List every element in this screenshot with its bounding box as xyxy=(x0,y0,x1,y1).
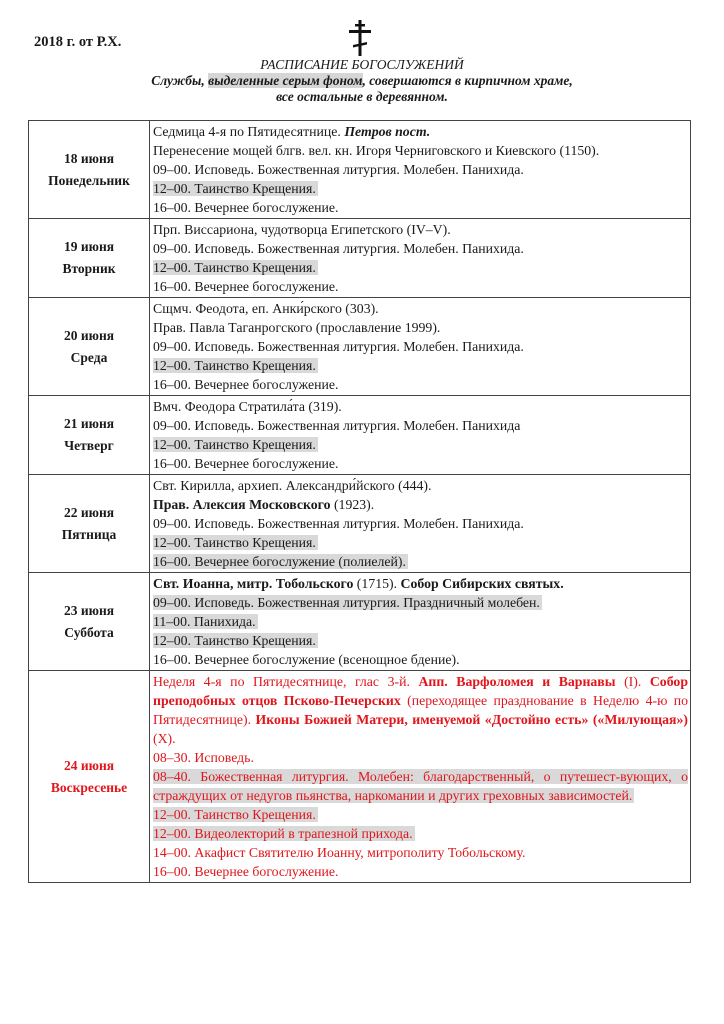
note-shaded-text: выделенные серым фоном xyxy=(208,73,363,88)
services-cell xyxy=(150,298,691,396)
services-cell xyxy=(150,121,691,219)
service-text: Свт. Иоанна, митр. Тобольского xyxy=(153,576,354,591)
service-text: 16–00. Вечернее богослужение (всенощное бдение). xyxy=(153,652,460,667)
day-weekday: Пятница xyxy=(61,526,117,542)
day-date: 20 июня xyxy=(63,327,115,343)
service-line xyxy=(153,318,688,337)
day-date: 23 июня xyxy=(63,602,115,618)
service-line xyxy=(153,748,688,767)
service-text-shaded: 12–00. Таинство Крещения. xyxy=(153,181,316,196)
day-weekday: Среда xyxy=(70,349,108,365)
service-text-shaded: 12–00. Таинство Крещения. xyxy=(153,535,316,550)
service-line xyxy=(153,593,688,612)
day-date: 24 июня xyxy=(63,757,115,773)
service-text: Иконы Божией Матери, именуемой «Достойно есть» («Милующая») xyxy=(255,712,688,727)
service-line xyxy=(153,179,688,198)
service-text-shaded: 12–00. Видеолекторий в трапезной прихода. xyxy=(153,826,413,841)
service-line xyxy=(153,650,688,669)
service-text: 16–00. Вечернее богослужение. xyxy=(153,279,339,294)
service-line xyxy=(153,141,688,160)
service-line xyxy=(153,862,688,881)
schedule-row xyxy=(29,219,691,298)
schedule-note xyxy=(0,73,724,89)
schedule-row xyxy=(29,396,691,475)
service-line xyxy=(153,672,688,748)
services-cell xyxy=(150,219,691,298)
day-cell xyxy=(29,475,150,573)
day-cell xyxy=(29,671,150,883)
service-text-shaded: 08–40. Божественная литургия. Молебен: благодарственный, о путешест-вующих, о страждущих от недугов пьянства, наркомании и других греховных зависимостей. xyxy=(153,769,688,803)
service-text: Петров пост. xyxy=(344,124,431,139)
service-line xyxy=(153,805,688,824)
schedule-note-line2: все остальные в деревянном. xyxy=(276,89,448,104)
day-cell xyxy=(29,121,150,219)
service-line xyxy=(153,160,688,179)
day-cell xyxy=(29,396,150,475)
service-text: 09–00. Исповедь. Божественная литургия. Молебен. Панихида. xyxy=(153,241,524,256)
schedule-title: РАСПИСАНИЕ БОГОСЛУЖЕНИЙ xyxy=(260,57,464,72)
schedule-row xyxy=(29,475,691,573)
day-weekday: Вторник xyxy=(62,261,116,276)
day-weekday: Суббота xyxy=(64,624,114,640)
service-text: 09–00. Исповедь. Божественная литургия. Молебен. Панихида. xyxy=(153,339,524,354)
service-line xyxy=(153,220,688,239)
service-line xyxy=(153,375,688,394)
service-line xyxy=(153,299,688,318)
service-line xyxy=(153,277,688,296)
service-line xyxy=(153,198,688,217)
service-text: 16–00. Вечернее богослужение. xyxy=(153,200,339,215)
service-text-shaded: 12–00. Таинство Крещения. xyxy=(153,633,316,648)
day-date: 22 июня xyxy=(63,504,115,520)
schedule-row xyxy=(29,298,691,396)
service-text: 08–30. Исповедь. xyxy=(153,750,254,765)
services-cell xyxy=(150,475,691,573)
service-text: (1715). xyxy=(353,576,401,591)
note-text: Службы, xyxy=(151,73,209,88)
schedule-header xyxy=(0,57,724,105)
service-text: Собор преподобных отцов Псково-Печерских xyxy=(153,674,688,708)
service-text: Сщмч. Феодота, еп. Анки́рского (303). xyxy=(153,301,379,316)
day-date: 21 июня xyxy=(63,416,115,431)
services-cell xyxy=(150,396,691,475)
service-text: Апп. Варфоломея и Варнавы xyxy=(418,674,616,689)
service-line xyxy=(153,495,688,514)
day-date: 18 июня xyxy=(63,150,115,166)
service-line xyxy=(153,476,688,495)
schedule-table xyxy=(28,120,691,883)
day-weekday: Воскресенье xyxy=(50,779,128,795)
service-text: Перенесение мощей блгв. вел. кн. Игоря Черниговского и Киевского (1150). xyxy=(153,143,600,158)
service-text: 16–00. Вечернее богослужение. xyxy=(153,864,339,879)
day-cell xyxy=(29,573,150,671)
service-text: 09–00. Исповедь. Божественная литургия. Молебен. Панихида. xyxy=(153,162,524,177)
service-line xyxy=(153,533,688,552)
service-text: Собор Сибирских святых. xyxy=(400,576,564,591)
service-text: Вмч. Феодора Стратила́та (319). xyxy=(153,399,342,414)
service-text: Прп. Виссариона, чудотворца Египетского (IV–V). xyxy=(153,222,451,237)
orthodox-cross-icon xyxy=(347,20,373,56)
service-line xyxy=(153,239,688,258)
service-text: 09–00. Исповедь. Божественная литургия. Молебен. Панихида. xyxy=(153,516,524,531)
service-line xyxy=(153,454,688,473)
service-text: Свт. Кирилла, архиеп. Александри́йского (444). xyxy=(153,478,432,493)
service-text: 09–00. Исповедь. Божественная литургия. Молебен. Панихида xyxy=(153,418,521,433)
service-text: (переходящее празднование в Неделю 4-ю по Пятидесятнице). xyxy=(153,693,689,727)
service-text-shaded: 12–00. Таинство Крещения. xyxy=(153,807,316,822)
service-line xyxy=(153,843,688,862)
service-line xyxy=(153,574,688,593)
service-line xyxy=(153,397,688,416)
schedule-row xyxy=(29,573,691,671)
service-line xyxy=(153,514,688,533)
service-line xyxy=(153,122,688,141)
service-line xyxy=(153,631,688,650)
service-text-shaded: 16–00. Вечернее богослужение (полиелей). xyxy=(153,554,406,569)
service-line xyxy=(153,337,688,356)
service-text: Прав. Алексия Московского xyxy=(153,497,331,512)
service-line xyxy=(153,356,688,375)
service-text-shaded: 12–00. Таинство Крещения. xyxy=(153,260,316,275)
service-text: (I). xyxy=(615,674,650,689)
day-weekday: Понедельник xyxy=(48,172,130,188)
schedule-row xyxy=(29,671,691,883)
service-text: 14–00. Акафист Святителю Иоанну, митрополиту Тобольскому. xyxy=(153,845,526,860)
day-cell xyxy=(29,298,150,396)
service-text: (Х). xyxy=(153,731,176,746)
service-text: Неделя 4-я по Пятидесятнице, глас 3-й. xyxy=(153,674,419,689)
day-weekday: Четверг xyxy=(64,438,114,453)
service-line xyxy=(153,767,688,805)
schedule-row xyxy=(29,121,691,219)
service-text-shaded: 12–00. Таинство Крещения. xyxy=(153,437,316,452)
service-text: 16–00. Вечернее богослужение. xyxy=(153,456,339,471)
service-text-shaded: 12–00. Таинство Крещения. xyxy=(153,358,316,373)
service-text: (1923). xyxy=(330,497,375,512)
service-line xyxy=(153,612,688,631)
service-line xyxy=(153,416,688,435)
services-cell xyxy=(150,573,691,671)
service-line xyxy=(153,824,688,843)
services-cell xyxy=(150,671,691,883)
service-text-shaded: 11–00. Панихида. xyxy=(153,614,256,629)
service-text: Седмица 4-я по Пятидесятнице. xyxy=(153,124,345,139)
service-line xyxy=(153,435,688,454)
day-cell xyxy=(29,219,150,298)
day-date: 19 июня xyxy=(63,239,115,254)
service-line xyxy=(153,258,688,277)
year-label: 2018 г. от Р.Х. xyxy=(34,34,122,50)
service-text: 16–00. Вечернее богослужение. xyxy=(153,377,339,392)
service-line xyxy=(153,552,688,571)
service-text: Прав. Павла Таганрогского (прославление 1999). xyxy=(153,320,441,335)
service-text-shaded: 09–00. Исповедь. Божественная литургия. Праздничный молебен. xyxy=(153,595,540,610)
note-text: , совершаются в кирпичном храме, xyxy=(362,73,573,88)
